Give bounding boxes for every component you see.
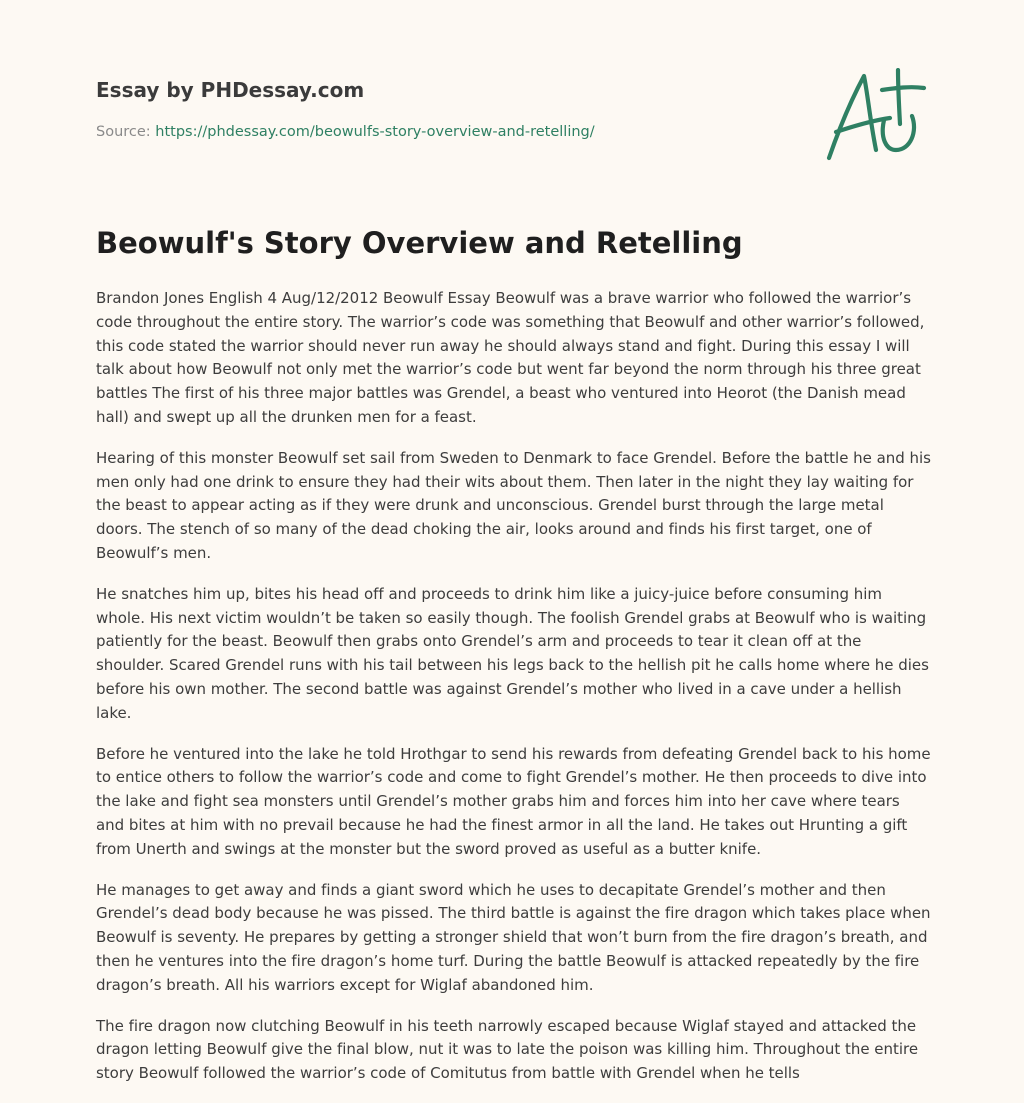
essay-body	[96, 287, 932, 1103]
source-line	[96, 124, 595, 140]
paragraph: The fire dragon now clutching Beowulf in his teeth narrowly escaped because Wiglaf stayed and attacked the dragon letting Beowulf give the final blow, nut it was to late the poison was killing him. Throughout the entire story Beowulf followed the warrior’s code of Comitutus from battle with Grendel when he tells	[96, 1016, 919, 1083]
source-link[interactable]: https://phdessay.com/beowulfs-story-overview-and-retelling/	[155, 124, 595, 140]
paragraph: He manages to get away and finds a giant sword which he uses to decapitate Grendel’s mother and then Grendel’s dead body because he was pissed. The third battle is against the fire dragon which takes place when Beowulf is seventy. He prepares by getting a stronger shield that won’t burn from the fire dragon’s breath, and then he ventures into the fire dragon’s home turf. During the battle Beowulf is attacked repeatedly by the fire dragon’s breath. All his warriors except for Wiglaf abandoned him.	[96, 880, 931, 994]
paragraph: He snatches him up, bites his head off and proceeds to drink him like a juicy-juice before consuming him whole. His next victim wouldn’t be taken so easily though. The foolish Grendel grabs at Beowulf who is waiting patiently for the beast. Beowulf then grabs onto Grendel’s arm and proceeds to tear it clean off at the shoulder. Scared Grendel runs with his tail between his legs back to the hellish pit he calls home where he dies before his own mother. The second battle was against Grendel’s mother who lived in a cave under a hellish lake.	[96, 584, 929, 722]
site-title: Essay by PHDessay.com	[96, 78, 365, 102]
a-plus-grade-icon	[824, 68, 928, 164]
paragraph: Brandon Jones English 4 Aug/12/2012 Beowulf Essay Beowulf was a brave warrior who followed the warrior’s code throughout the entire story. The warrior’s code was something that Beowulf and other warrior’s followed, this code stated the warrior should never run away he should always stand and fight. During this essay I will talk about how Beowulf not only met the warrior’s code but went far beyond the norm through his three great battles The first of his three major battles was Grendel, a beast who ventured into Heorot (the Danish mead hall) and swept up all the drunken men for a feast.	[96, 289, 925, 426]
essay-title: Beowulf's Story Overview and Retelling	[96, 226, 743, 260]
paragraph: Hearing of this monster Beowulf set sail from Sweden to Denmark to face Grendel. Before the battle he and his men only had one drink to ensure they had their wits about them. Then later in the night they lay waiting for the beast to appear acting as if they were drunk and unconscious. Grendel burst through the large metal doors. The stench of so many of the dead choking the air, looks around and finds his first target, one of Beowulf’s men.	[96, 448, 931, 562]
paragraph: Before he ventured into the lake he told Hrothgar to send his rewards from defeating Grendel back to his home to entice others to follow the warrior’s code and come to fight Grendel’s mother. He then proceeds to dive into the lake and fight sea monsters until Grendel’s mother grabs him and forces him into her cave where tears and bites at him with no prevail because he had the finest armor in all the land. He takes out Hrunting a gift from Unerth and swings at the monster but the sword proved as useful as a butter knife.	[96, 744, 931, 858]
source-label: Source:	[96, 124, 156, 140]
